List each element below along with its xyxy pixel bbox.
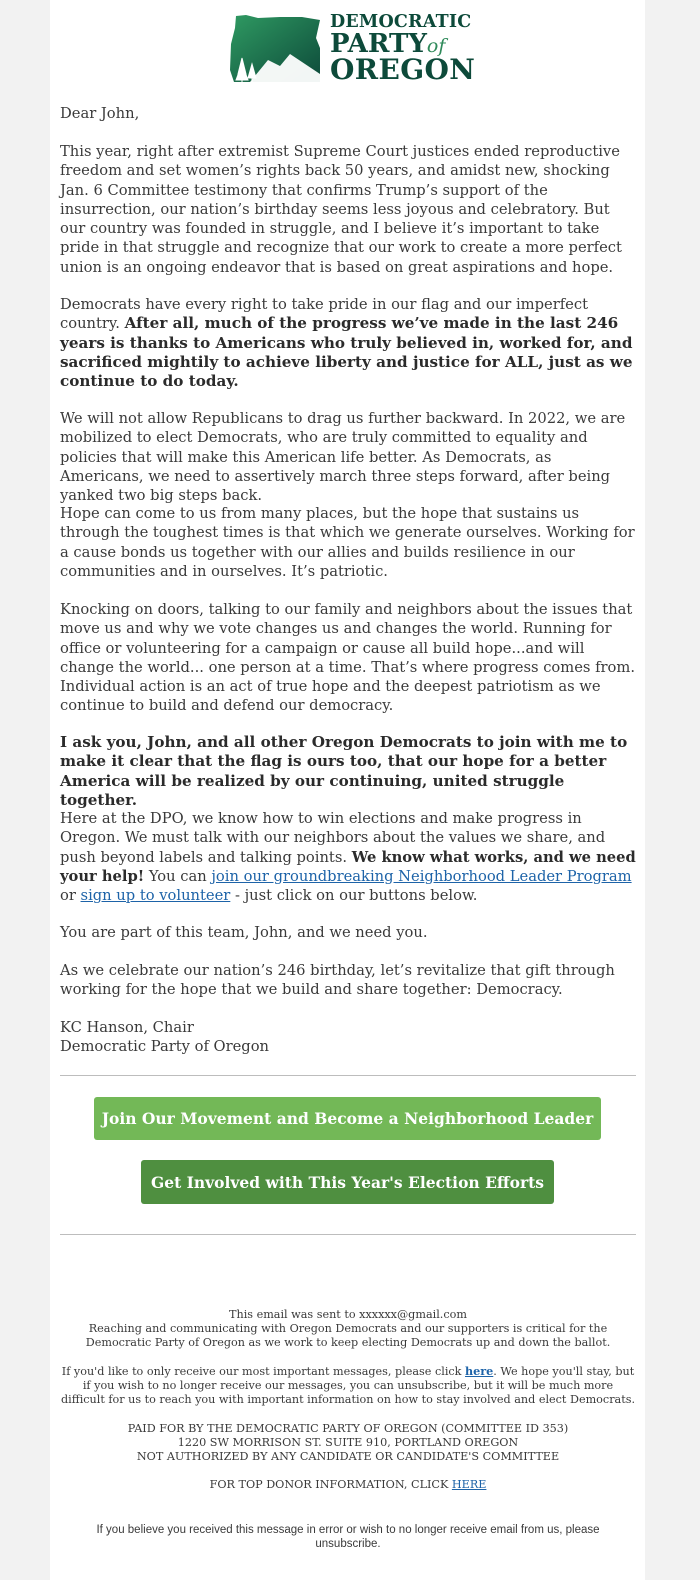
footer-unsubscribe-note: If you believe you received this message in error or wish to no longer receive email from us, please unsubscribe. xyxy=(96,1524,600,1550)
divider-bottom xyxy=(60,1234,636,1235)
logo-party: PARTY xyxy=(330,29,427,59)
election-efforts-button[interactable]: Get Involved with This Year's Election Efforts xyxy=(141,1160,554,1204)
paragraph-7-c: - just click on our buttons below. xyxy=(235,887,478,905)
greeting: Dear John, xyxy=(60,105,140,122)
neighborhood-leader-button[interactable]: Join Our Movement and Become a Neighborhood Leader xyxy=(94,1097,601,1140)
logo-line-1: DEMOCRATIC xyxy=(330,12,472,32)
paragraph-3: We will not allow Republicans to drag us further backward. In 2022, we are mobilized to elect Democrats, who are truly committed to equality and policies that will make this American life better. As Democrats, as Americans, we need to assertively march three steps forward, after being yanked two big steps back. xyxy=(60,410,626,505)
paragraph-7 xyxy=(60,809,636,905)
footer-sent-to: This email was sent to xxxxxx@gmail.com xyxy=(229,1308,467,1321)
paid-line-2: 1220 SW MORRISON ST. SUITE 910, PORTLAND OREGON xyxy=(177,1436,519,1449)
divider-top xyxy=(60,1075,636,1076)
paragraph-2-bold: After all, much of the progress we’ve made in the last 246 years is thanks to Americans who truly believed in, worked for, and sacrificed mightily to achieve liberty and justice for ALL, just as we continue to do today. xyxy=(60,314,633,391)
footer-reaching: Reaching and communicating with Oregon Democrats and our supporters is critical for the Democratic Party of Oregon as we work to keep electing Democrats up and down the ballot. xyxy=(85,1322,611,1349)
signature-org: Democratic Party of Oregon xyxy=(60,1038,270,1056)
paid-line-3: NOT AUTHORIZED BY ANY CANDIDATE OR CANDIDATE'S COMMITTEE xyxy=(136,1450,560,1463)
paragraph-5: Knocking on doors, talking to our family and neighbors about the issues that move us and why we vote changes us and changes the world. Running for office or volunteering for a campaign or cause all build hope...and will change the world... one person at a time. That’s where progress comes from. Individual action is an act of true hope and the deepest patriotism as we continue to build and defend our democracy. xyxy=(60,601,635,715)
paragraph-2-intro: Democrats have every right to take pride in our flag and our imperfect country. xyxy=(60,296,588,333)
neighborhood-leader-link[interactable]: join our groundbreaking Neighborhood Leader Program xyxy=(211,867,632,885)
paragraph-7-a: Here at the DPO, we know how to win elections and make progress in Oregon. We must talk with our neighbors about the values we share, and push beyond labels and talking points. xyxy=(60,810,606,866)
paragraph-8: You are part of this team, John, and we need you. xyxy=(60,924,428,941)
paragraph-7-or: or xyxy=(60,887,76,905)
donor-text: FOR TOP DONOR INFORMATION, CLICK xyxy=(209,1478,449,1491)
oregon-state-icon xyxy=(228,14,324,86)
paid-line-1: PAID FOR BY THE DEMOCRATIC PARTY OF OREGON (COMMITTEE ID 353) xyxy=(127,1422,569,1435)
signature xyxy=(60,1018,636,1057)
volunteer-link[interactable]: sign up to volunteer xyxy=(80,887,231,905)
footer-pref-a: If you'd like to only receive our most important messages, please click xyxy=(61,1365,462,1378)
paragraph-1: This year, right after extremist Supreme Court justices ended reproductive freedom and set women’s rights back 50 years, and amidst new, shocking Jan. 6 Committee testimony that confirms Trump’s support of the insurrection, our nation’s birthday seems less joyous and celebratory. But our country was founded in struggle, and I believe it’s important to take pride in that struggle and recognize that our work to create a more perfect union is an ongoing endeavor that is based on great aspirations and hope. xyxy=(60,143,622,276)
top-donor-link[interactable]: HERE xyxy=(451,1478,487,1491)
paragraph-7-b: You can xyxy=(148,867,207,885)
signature-name: KC Hanson, Chair xyxy=(60,1019,194,1036)
footer-donor xyxy=(60,1478,636,1492)
party-logo[interactable] xyxy=(228,12,478,84)
paragraph-2 xyxy=(60,295,636,391)
paragraph-4: Hope can come to us from many places, but the hope that sustains us through the toughest times is that which we generate ourselves. Working for a cause bonds us together with our allies and builds resilience in our communities and in ourselves. It’s patriotic. xyxy=(60,505,635,580)
logo-line-3: OREGON xyxy=(330,53,476,86)
logo-of: of xyxy=(426,35,446,57)
paragraph-7-bold: We know what works, and we need your help! xyxy=(60,848,636,885)
footer-paid-for xyxy=(60,1422,636,1464)
important-messages-link[interactable]: here xyxy=(465,1364,494,1378)
email-body xyxy=(50,0,645,1580)
paragraph-6: I ask you, John, and all other Oregon Democrats to join with me to make it clear that the flag is ours too, that our hope for a better America will be realized by our continuing, united struggle together. xyxy=(60,733,628,809)
paragraph-9: As we celebrate our nation’s 246 birthday, let’s revitalize that gift through working for the hope that we build and share together: Democracy. xyxy=(60,962,615,999)
footer-pref-b: . We hope you'll stay, but if you wish to no longer receive our messages, you can unsubscribe, but it will be much more difficult for us to reach you with important information on how to stay involved and elect Democrats. xyxy=(61,1365,635,1406)
footer-preferences xyxy=(60,1364,636,1407)
